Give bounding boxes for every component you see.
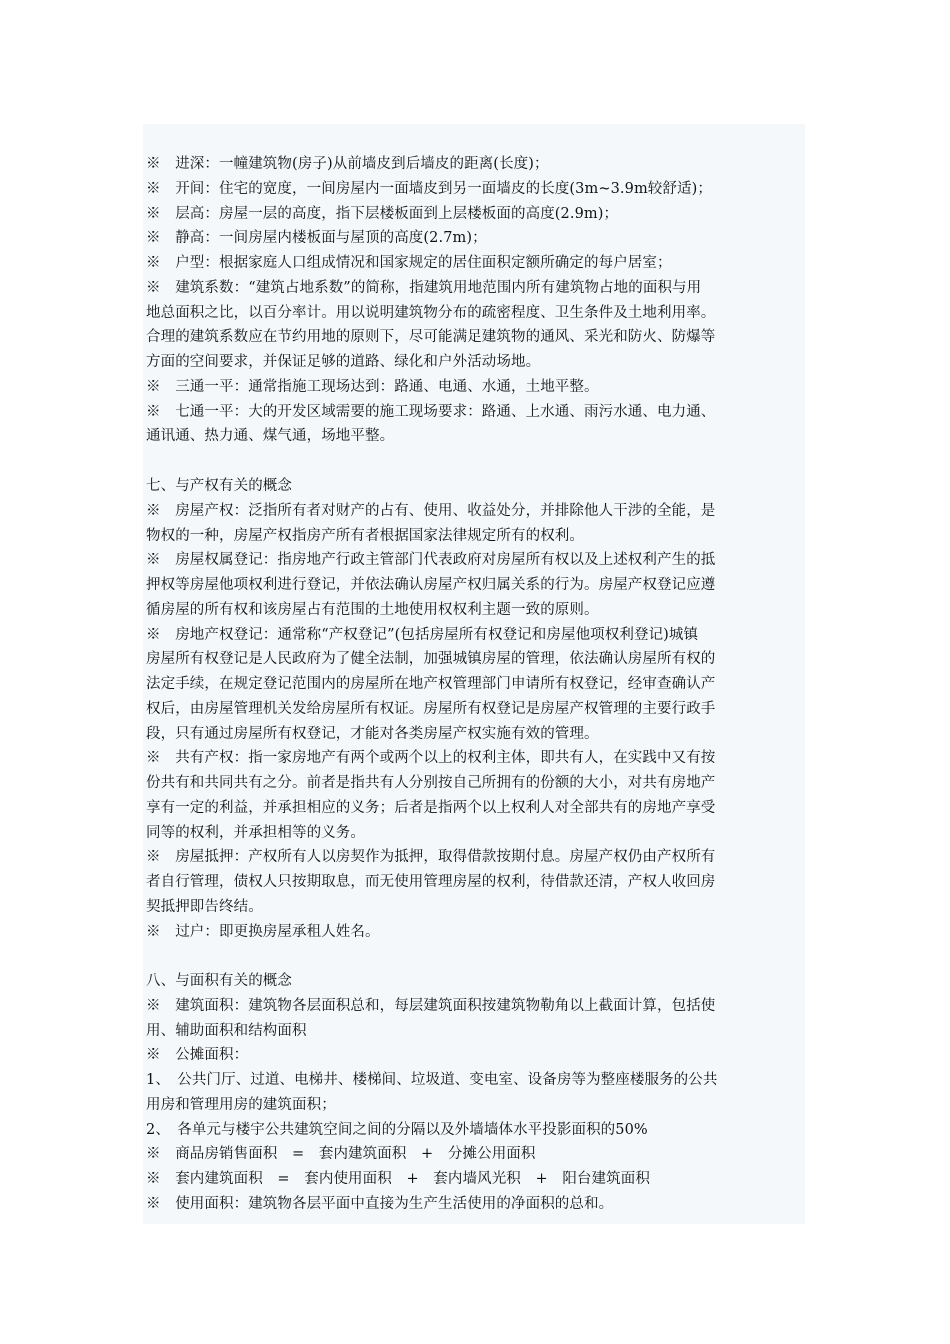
text-line: 循房屋的所有权和该房屋占有范围的土地使用权权利主题一致的原则。	[146, 601, 599, 618]
text-line: 用房和管理用房的建筑面积；	[146, 1096, 336, 1113]
text-line: 契抵押即告终结。	[146, 898, 263, 915]
text-line: ※ 房屋产权：泛指所有者对财产的占有、使用、收益处分，并排除他人干涉的全能，是	[146, 502, 716, 519]
text-line: 地总面积之比，以百分率计。用以说明建筑物分布的疏密程度、卫生条件及土地利用率。	[146, 304, 716, 321]
text-line: ※ 静高：一间房屋内楼板面与屋顶的高度(2.7m)；	[146, 230, 487, 247]
text-line: ※ 商品房销售面积 = 套内建筑面积 + 分摊公用面积	[146, 1146, 536, 1163]
text-line: 份共有和共同共有之分。前者是指共有人分别按自己所拥有的份额的大小，对共有房地产	[146, 775, 716, 791]
text-line: 用、辅助面积和结构面积	[146, 1022, 307, 1039]
text-line: ※ 层高：房屋一层的高度，指下层楼板面到上层楼板面的高度(2.9m)；	[146, 205, 619, 222]
text-line: ※ 三通一平：通常指施工现场达到：路通、电通、水通，土地平整。	[146, 378, 599, 395]
text-line: 者自行管理，债权人只按期取息，而无使用管理房屋的权利，待借款还清，产权人收回房	[146, 874, 716, 890]
text-line: 2、 各单元与楼宇公共建筑空间之间的分隔以及外墙墙体水平投影面积的50%	[146, 1121, 648, 1138]
section-heading: 七、与产权有关的概念	[146, 478, 292, 494]
text-line: 物权的一种，房屋产权指房产所有者根据国家法律规定所有的权利。	[146, 527, 584, 544]
text-line: 段，只有通过房屋所有权登记，才能对各类房屋产权实施有效的管理。	[146, 725, 599, 742]
text-line: 同等的权利，并承担相等的义务。	[146, 824, 365, 841]
text-line: 1、 公共门厅、过道、电梯井、楼梯间、垃圾道、变电室、设备房等为整座楼服务的公共	[146, 1072, 718, 1088]
text-line: ※ 共有产权：指一家房地产有两个或两个以上的权利主体，即共有人，在实践中又有按	[146, 750, 716, 767]
text-line: ※ 过户：即更换房屋承租人姓名。	[146, 923, 380, 940]
text-line: 法定手续，在规定登记范围内的房屋所在地产权管理部门申请所有权登记，经审查确认产	[146, 676, 716, 692]
text-line: ※ 套内建筑面积 = 套内使用面积 + 套内墙风光积 + 阳台建筑面积	[146, 1171, 650, 1187]
text-line: ※ 建筑面积：建筑物各层面积总和，每层建筑面积按建筑物勒角以上截面计算，包括使	[146, 997, 716, 1014]
text-line: ※ 房屋抵押：产权所有人以房契作为抵押，取得借款按期付息。房屋产权仍由产权所有	[146, 849, 716, 866]
text-line: 权后，由房屋管理机关发给房屋所有权证。房屋所有权登记是房屋产权管理的主要行政手	[146, 700, 716, 717]
text-line: ※ 开间：住宅的宽度，一间房屋内一面墙皮到另一面墙皮的长度(3m~3.9m较舒适)；	[146, 180, 712, 197]
text-line: 押权等房屋他项权利进行登记，并依法确认房屋产权归属关系的行为。房屋产权登记应遵	[146, 577, 716, 593]
section-area-concepts	[146, 969, 804, 1217]
text-line: ※ 房屋权属登记：指房地产行政主管部门代表政府对房屋所有权以及上述权利产生的抵	[146, 552, 716, 569]
text-line: 享有一定的利益，并承担相应的义务；后者是指两个以上权利人对全部共有的房地产享受	[146, 799, 716, 816]
text-line: ※ 户型：根据家庭人口组成情况和国家规定的居住面积定额所确定的每户居室；	[146, 255, 672, 271]
text-line: ※ 七通一平：大的开发区域需要的施工现场要求：路通、上水通、雨污水通、电力通、	[146, 403, 716, 420]
text-line: 方面的空间要求，并保证足够的道路、绿化和户外活动场地。	[146, 354, 541, 370]
section-heading: 八、与面积有关的概念	[146, 973, 292, 989]
section-property-rights	[146, 474, 804, 944]
text-line: 房屋所有权登记是人民政府为了健全法制，加强城镇房屋的管理，依法确认房屋所有权的	[146, 651, 716, 668]
text-line: ※ 建筑系数：“建筑占地系数”的简称，指建筑用地范围内所有建筑物占地的面积与用	[146, 279, 702, 296]
text-line: ※ 公摊面积：	[146, 1047, 249, 1064]
text-line: ※ 使用面积：建筑物各层平面中直接为生产生活使用的净面积的总和。	[146, 1195, 614, 1212]
text-line: ※ 房地产权登记：通常称“产权登记”(包括房屋所有权登记和房屋他项权利登记)城镇	[146, 626, 699, 643]
text-line: ※ 进深：一幢建筑物(房子)从前墙皮到后墙皮的距离(长度)；	[146, 156, 549, 172]
text-line: 合理的建筑系数应在节约用地的原则下，尽可能满足建筑物的通风、采光和防火、防爆等	[146, 329, 716, 346]
article-body	[143, 124, 805, 1224]
text-line: 通讯通、热力通、煤气通，场地平整。	[146, 428, 395, 445]
section-building-terms	[146, 152, 804, 449]
